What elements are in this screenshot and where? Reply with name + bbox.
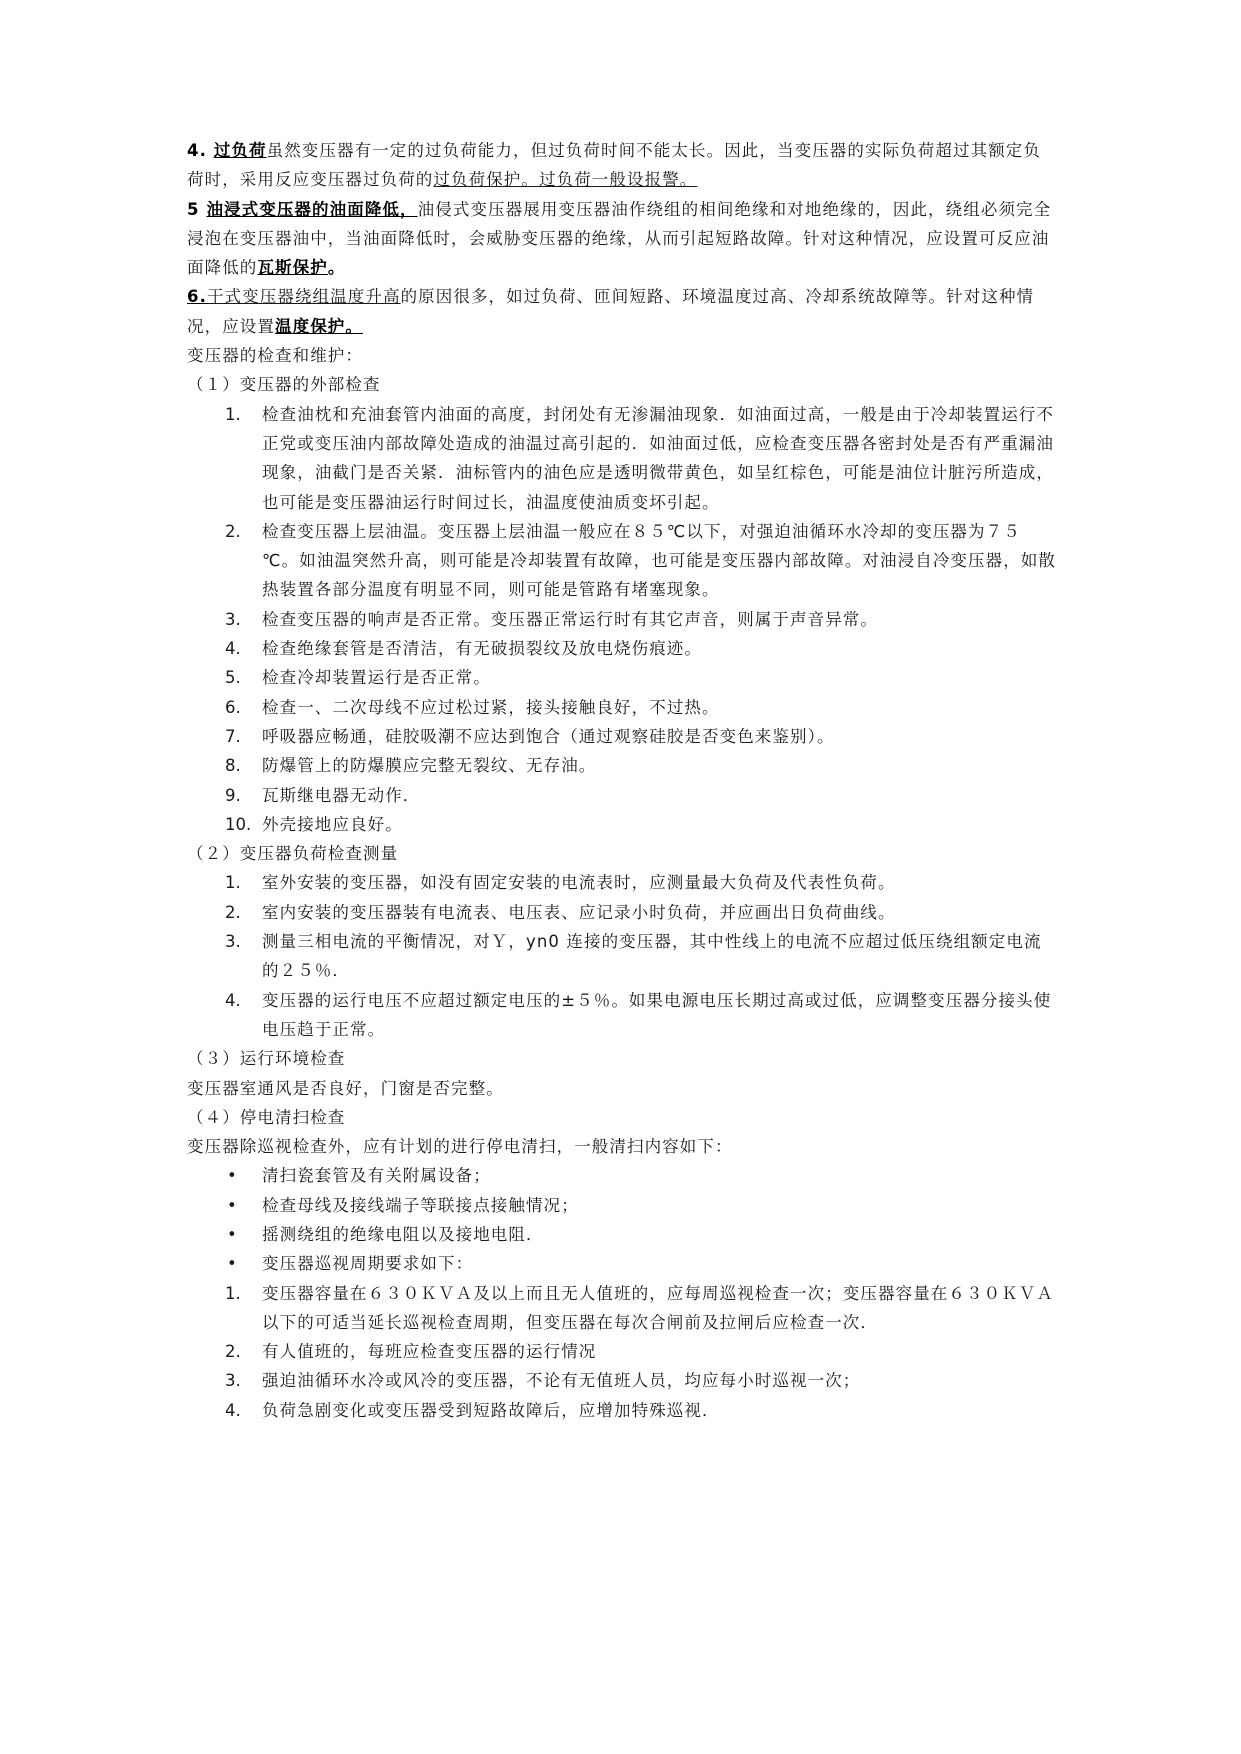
list-text: 室外安装的变压器，如没有固定安装的电流表时，应测量最大负荷及代表性负荷。 xyxy=(262,873,896,893)
paragraph: 变压器除巡视检查外，应有计划的进行停电清扫，一般清扫内容如下： xyxy=(187,1137,733,1157)
list-number: 1. xyxy=(225,1283,241,1303)
heading-overload: 过负荷 xyxy=(213,141,267,160)
subsection-title: （３）运行环境检查 xyxy=(187,1049,346,1069)
list-text: 检查绝缘套管是否清洁，有无破损裂纹及放电烧伤痕迹。 xyxy=(262,639,702,659)
list-item xyxy=(187,605,1057,634)
heading-oil-level: 油浸式变压器的油面降低， xyxy=(206,199,418,219)
list-number: 10. xyxy=(225,814,252,834)
list-number: 9. xyxy=(225,785,241,805)
bullet-icon: • xyxy=(227,1254,238,1274)
list-number: 7. xyxy=(225,726,241,746)
list-number: 4. xyxy=(225,1400,241,1420)
list-text: 室内安装的变压器装有电流表、电压表、应记录小时负荷，并应画出日负荷曲线。 xyxy=(262,902,896,922)
list-item xyxy=(187,693,1057,722)
list-text: 检查变压器上层油温。变压器上层油温一般应在８５℃以下，对强迫油循环水冷却的变压器为７５ ℃。如油温突然升高，则可能是冷却装置有故障，也可能是变压器内部故障。对油浸自冷变压器，如散热装置各部分温度有明显不同，则可能是管路有堵塞现象。 xyxy=(262,521,1057,600)
list-number: 1. xyxy=(225,873,241,893)
list-item xyxy=(187,1337,1057,1366)
numbered-list xyxy=(187,400,1057,839)
list-text: 负荷急剧变化或变压器受到短路故障后，应增加特殊巡视． xyxy=(262,1400,720,1420)
list-text: 变压器容量在６３０ＫＶＡ及以上而且无人值班的，应每周巡视检查一次；变压器容量在６３０ＫＶＡ以下的可适当延长巡视检查周期，但变压器在每次合闸前及拉闸后应检查一次． xyxy=(262,1283,1054,1332)
text: 的原因很多，如过负荷、匝间短路、环境温度过高、冷却系统故障等。针对这种情况，应设置 xyxy=(187,287,1035,336)
heading-dry-temp: 干式变压器绕组温度升高 xyxy=(206,287,401,307)
bullet-item xyxy=(187,1191,1057,1220)
bullet-icon: • xyxy=(227,1224,238,1244)
list-text: 清扫瓷套管及有关附属设备； xyxy=(262,1166,491,1186)
list-text: 检查变压器的响声是否正常。变压器正常运行时有其它声音，则属于声音异常。 xyxy=(262,609,878,629)
bullet-icon: • xyxy=(227,1195,238,1215)
list-text: 检查冷却装置运行是否正常。 xyxy=(262,668,491,688)
bullet-item xyxy=(187,1161,1057,1190)
list-number: 2. xyxy=(225,902,241,922)
list-number: 4. xyxy=(225,990,241,1010)
paragraph: 变压器室通风是否良好，门窗是否完整。 xyxy=(187,1078,504,1098)
underlined-text: 瓦斯保护 xyxy=(257,258,328,278)
list-item xyxy=(187,927,1057,986)
section-heading: 变压器的检查和维护： xyxy=(187,346,363,366)
list-number: 1. xyxy=(225,404,241,424)
list-number: 4. xyxy=(225,639,241,659)
list-text: 测量三相电流的平衡情况，对Ｙ，yn0 连接的变压器，其中性线上的电流不应超过低压绕组额定电流的２５％． xyxy=(262,932,1042,981)
list-text: 有人值班的，每班应检查变压器的运行情况 xyxy=(262,1342,597,1362)
text: 油侵式变压器展用变压器油作绕组的相间绝缘和对地绝缘的，因此，绕组必须完全浸泡在变压器油中，当油面降低时，会威胁变压器的绝缘，从而引起短路故障。针对这种情况，应设置可反应油面降低的 xyxy=(187,199,1052,278)
list-item xyxy=(187,986,1057,1045)
list-text: 摇测绕组的绝缘电阻以及接地电阻． xyxy=(262,1224,544,1244)
list-item xyxy=(187,781,1057,810)
bullet-list xyxy=(187,1161,1057,1278)
subsection-title: （２）变压器负荷检查测量 xyxy=(187,844,399,864)
list-text: 外壳接地应良好。 xyxy=(262,814,403,834)
list-text: 检查油枕和充油套管内油面的高度，封闭处有无渗漏油现象．如油面过高，一般是由于冷却装置运行不正党或变压油内部故障处造成的油温过高引起的．如油面过低，应检查变压器各密封处是否有严重漏油现象，油截门是否关紧．油标管内的油色应是透明微带黄色，如呈红棕色，可能是油位计脏污所造成，也可能是变压器油运行时间过长，油温度使油质变坏引起。 xyxy=(262,404,1054,512)
paragraph-dry-temp xyxy=(187,282,1057,341)
list-number: 8. xyxy=(225,756,241,776)
list-item xyxy=(187,1366,1057,1395)
list-item xyxy=(187,868,1057,897)
list-text: 变压器的运行电压不应超过额定电压的±５％。如果电源电压长期过高或过低，应调整变压器分接头使电压趋于正常。 xyxy=(262,990,1052,1039)
list-number: 2. xyxy=(225,1342,241,1362)
list-number: 3. xyxy=(225,1371,241,1391)
document-page xyxy=(187,136,1057,1425)
list-number: 6. xyxy=(225,697,241,717)
list-number: 2. xyxy=(225,521,241,541)
underlined-text: 温度保护。 xyxy=(275,316,363,336)
bullet-item xyxy=(187,1249,1057,1278)
list-text: 检查一、二次母线不应过松过紧，接头接触良好，不过热。 xyxy=(262,697,720,717)
list-text: 呼吸器应畅通，硅胶吸潮不应达到饱合（通过观察硅胶是否变色来鉴别）。 xyxy=(262,726,835,746)
item-number: 4. xyxy=(187,141,214,160)
list-text: 检查母线及接线端子等联接点接触情况； xyxy=(262,1195,579,1215)
list-item xyxy=(187,634,1057,663)
bullet-icon: • xyxy=(227,1166,238,1186)
list-item xyxy=(187,1279,1057,1338)
list-item xyxy=(187,1396,1057,1425)
list-text: 强迫油循环水冷或风冷的变压器，不论有无值班人员，均应每小时巡视一次； xyxy=(262,1371,861,1391)
list-item xyxy=(187,751,1057,780)
item-number: 5 xyxy=(187,199,207,219)
text: 虽然变压器有一定的过负荷能力，但过负荷时间不能太长。因此，当变压器的实际负荷超过其额定负荷时，采用反应变压器过负荷的 xyxy=(187,141,1042,190)
list-number: 5. xyxy=(225,668,241,688)
item-number: 6. xyxy=(187,287,207,307)
numbered-list xyxy=(187,1279,1057,1425)
list-text: 变压器巡视周期要求如下： xyxy=(262,1254,474,1274)
numbered-list xyxy=(187,868,1057,1044)
bullet-item xyxy=(187,1220,1057,1249)
list-item xyxy=(187,898,1057,927)
paragraph-overload xyxy=(187,136,1057,195)
list-item xyxy=(187,517,1057,605)
list-item xyxy=(187,663,1057,692)
list-item xyxy=(187,400,1057,517)
list-text: 防爆管上的防爆膜应完整无裂纹、无存油。 xyxy=(262,756,597,776)
list-item xyxy=(187,722,1057,751)
list-number: 3. xyxy=(225,609,241,629)
paragraph-oil-level xyxy=(187,195,1057,283)
subsection-title: （１）变压器的外部检查 xyxy=(187,375,381,395)
underlined-text: 过负荷保护。过负荷一般设报警。 xyxy=(433,170,698,190)
subsection-title: （４）停电清扫检查 xyxy=(187,1107,346,1127)
list-number: 3. xyxy=(225,932,241,952)
list-text: 瓦斯继电器无动作． xyxy=(262,785,421,805)
list-item xyxy=(187,810,1057,839)
text: 。 xyxy=(327,258,346,278)
